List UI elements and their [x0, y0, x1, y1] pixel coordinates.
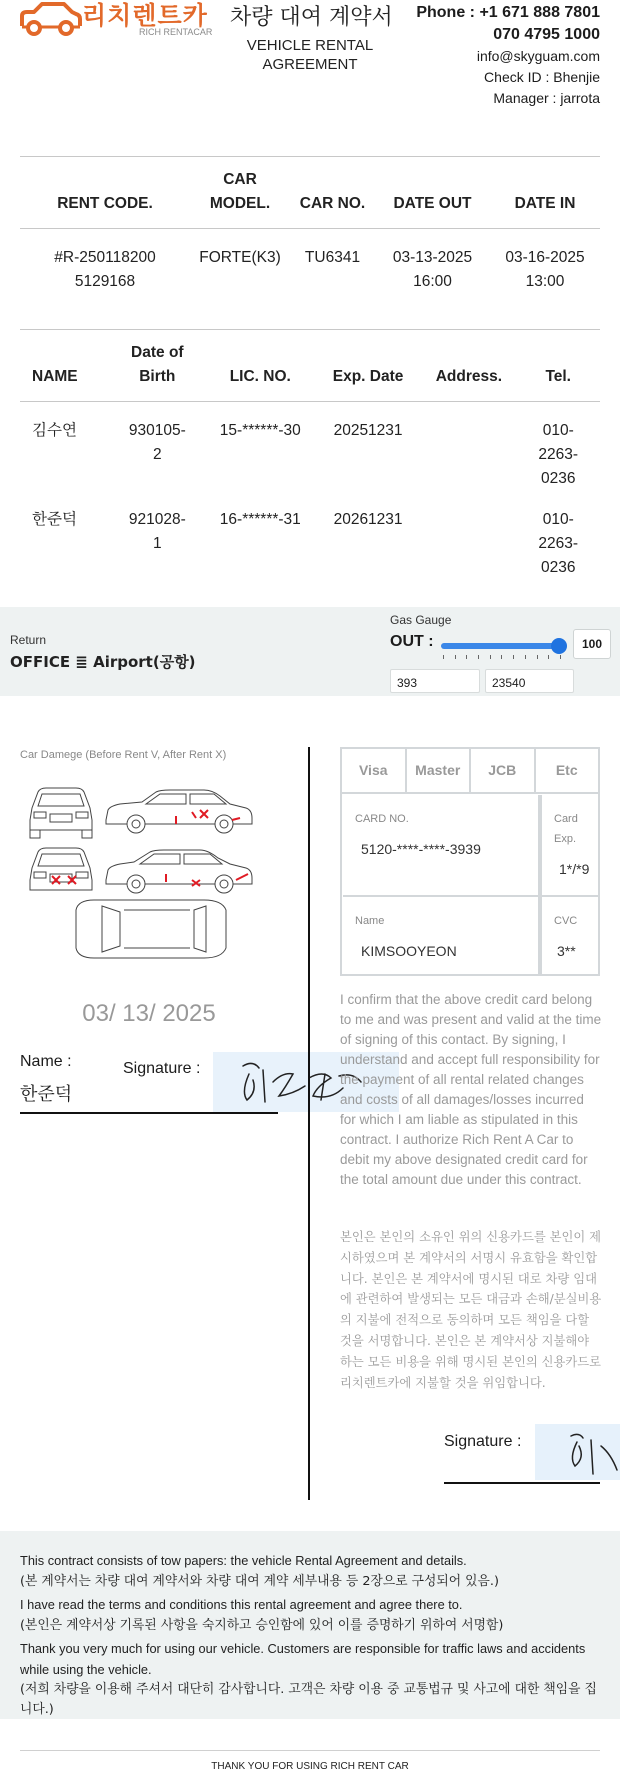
card-holder-field[interactable]	[343, 897, 540, 975]
card-exp-label: Card Exp.	[554, 813, 578, 845]
vertical-divider	[308, 747, 310, 1500]
mileage-in-field[interactable]: 23540	[485, 669, 574, 693]
phone-number: Phone : +1 671 888 7801	[416, 4, 600, 21]
footer-text: THANK YOU FOR USING RICH RENT CAR	[211, 1761, 409, 1772]
terms-english: Thank you very much for using our vehicle. Customers are responsible for traffic laws and accidents while using the vehicle.	[20, 1641, 586, 1677]
card-type-visa[interactable]: Visa	[342, 749, 407, 794]
card-exp-field[interactable]	[540, 795, 600, 897]
car-top-view-icon	[76, 900, 226, 958]
column-header: DATE OUT	[393, 195, 472, 212]
slider-ticks	[443, 655, 561, 661]
signature-line	[20, 1112, 278, 1114]
card-number-field[interactable]	[343, 795, 540, 897]
table-row	[20, 491, 600, 580]
column-header: CAR NO.	[299, 195, 366, 212]
license-exp-date: 20251231	[333, 422, 403, 439]
gas-out-label: OUT :	[390, 633, 434, 650]
card-signature-label: Signature :	[444, 1433, 522, 1450]
slider-track	[441, 643, 559, 649]
column-header: DATE IN	[514, 195, 576, 212]
card-type-jcb[interactable]: JCB	[471, 749, 536, 794]
column-header: Date of Birth	[131, 344, 184, 385]
document-title-korean: 차량 대여 계약서	[230, 5, 393, 30]
terms-paragraph	[20, 1639, 600, 1719]
card-holder-value: KIMSOOYEON	[361, 943, 457, 959]
table-row	[20, 229, 600, 295]
slider-thumb[interactable]	[551, 638, 567, 654]
rent-code: #R-2501182005129168	[54, 249, 156, 290]
contract-date: 03/ 13/ 2025	[82, 1000, 216, 1027]
terms-english: This contract consists of tow papers: the vehicle Rental Agreement and details.	[20, 1553, 467, 1568]
card-cvc-value: 3**	[557, 943, 576, 959]
handwritten-signature	[535, 1424, 620, 1480]
damage-legend: Car Damege (Before Rent V, After Rent X)	[20, 749, 227, 761]
driver-info-table	[20, 329, 600, 580]
renter-name: 한준덕	[20, 1084, 73, 1105]
table-header-row	[20, 330, 600, 402]
terms-korean: (저희 차량을 이용해 주셔서 대단히 감사합니다. 고객은 차량 이용 중 교통법규 및 사고에 대한 책임을 집니다.)	[20, 1682, 597, 1717]
return-location: OFFICE ≣ Airport(공항)	[10, 653, 196, 671]
card-type-selector	[342, 749, 598, 794]
column-header: RENT CODE.	[57, 195, 153, 212]
driver-name: 한준덕	[32, 511, 77, 528]
table-header-row	[20, 157, 600, 229]
card-holder-label: Name	[355, 915, 385, 927]
logo-subtext: RICH RENTACAR	[139, 27, 213, 37]
card-number-value: 5120-****-****-3939	[361, 841, 481, 857]
card-signature-pad[interactable]	[535, 1424, 620, 1480]
column-header: Tel.	[545, 368, 571, 385]
document-title-english: VEHICLE RENTAL AGREEMENT	[246, 37, 374, 73]
table-row	[20, 402, 600, 492]
column-header: NAME	[32, 368, 78, 385]
card-signature-line	[444, 1482, 600, 1484]
terms-section	[0, 1531, 620, 1719]
driver-license: 15-******-30	[219, 422, 301, 439]
driver-name: 김수연	[32, 422, 77, 439]
phone-number-2: 070 4795 1000	[493, 26, 600, 43]
signature-label: Signature :	[123, 1060, 201, 1077]
driver-license: 16-******-31	[219, 511, 301, 528]
name-label: Name :	[20, 1053, 72, 1070]
terms-english: I have read the terms and conditions this rental agreement and agree there to.	[20, 1597, 463, 1612]
company-logo	[18, 0, 218, 42]
car-front-view-icon	[30, 788, 92, 838]
card-type-etc[interactable]: Etc	[536, 749, 599, 794]
terms-korean: (본 계약서는 차량 대여 계약서와 차량 대여 계약 세부내용 등 2장으로 구성되어 있음.)	[20, 1573, 499, 1589]
credit-card-panel	[340, 747, 600, 976]
driver-dob: 930105-2	[128, 422, 186, 463]
car-side-view-icon	[106, 850, 252, 893]
card-confirmation-english: I confirm that the above credit card belong to me and was present and valid at the time of signing of this contact. By signing, I understand and accept full responsibility for the payment of all rental related changes and costs of all damages/losses incurred for which I am liable as stipulated in this contract. I authorize Rich Rent A Car to debit my above designated credit card for the total amount due under this contract.	[340, 992, 602, 1187]
card-cvc-field[interactable]	[540, 897, 600, 975]
driver-tel: 010-2263-0236	[538, 422, 579, 487]
footer-divider	[20, 1750, 600, 1751]
column-header: Exp. Date	[332, 368, 404, 385]
driver-tel: 010-2263-0236	[538, 511, 579, 576]
terms-paragraph	[20, 1551, 600, 1591]
column-header: CAR MODEL.	[209, 171, 271, 212]
contact-info	[416, 2, 600, 109]
car-rear-view-icon	[30, 848, 92, 890]
manager-name: Manager : jarrota	[493, 90, 600, 106]
column-header: LIC. NO.	[229, 368, 291, 385]
gas-gauge-slider[interactable]	[441, 640, 567, 664]
header	[0, 0, 620, 120]
return-label: Return	[10, 633, 47, 647]
gas-gauge-label: Gas Gauge	[390, 613, 452, 627]
email-address: info@skyguam.com	[476, 48, 600, 64]
column-header: Address.	[435, 368, 503, 385]
card-number-label: CARD NO.	[355, 813, 409, 825]
car-logo-icon	[18, 0, 82, 40]
license-exp-date: 20261231	[333, 511, 403, 528]
card-confirmation-korean: 본인은 본인의 소유인 위의 신용카드를 본인이 제시하였으며 본 계약서의 서명시 유효함을 확인합니다. 본인은 본 계약서에 명시된 대로 차량 임대에 관련하여 발생되는 모든 대금과 손해/분실비용의 지불에 전적으로 동의하며 모든 책임을 다할 것을 서명합니다. 본인은 본 계약서상 지불해야 하는 모든 비용을 위해 명시된 본인의 신용카드로 리치렌트카에 지불할 것을 위임합니다.	[340, 1230, 602, 1390]
return-and-gas-section	[0, 607, 620, 696]
driver-address	[421, 491, 516, 580]
driver-dob: 921028-1	[128, 511, 186, 552]
check-id: Check ID : Bhenjie	[484, 69, 600, 85]
gas-level-value[interactable]: 100	[573, 629, 611, 659]
car-side-view-icon	[106, 790, 252, 833]
car-model: FORTE(K3)	[199, 249, 281, 266]
rental-info-table	[20, 156, 600, 294]
date-in: 03-16-2025 13:00	[505, 249, 585, 290]
card-cvc-label: CVC	[554, 915, 578, 927]
car-number: TU6341	[304, 249, 361, 266]
terms-paragraph	[20, 1595, 600, 1635]
car-damage-diagram[interactable]	[24, 778, 274, 978]
card-type-master[interactable]: Master	[407, 749, 472, 794]
driver-address	[421, 402, 516, 492]
date-out: 03-13-2025 16:00	[392, 249, 473, 290]
terms-korean: (본인은 계약서상 기록된 사항을 숙지하고 승인함에 있어 이를 증명하기 위하여 서명함)	[20, 1617, 504, 1633]
mileage-out-field[interactable]: 393	[390, 669, 480, 693]
card-exp-value: 1*/*9	[559, 861, 590, 877]
logo-text: 리치렌트카	[82, 1, 208, 30]
